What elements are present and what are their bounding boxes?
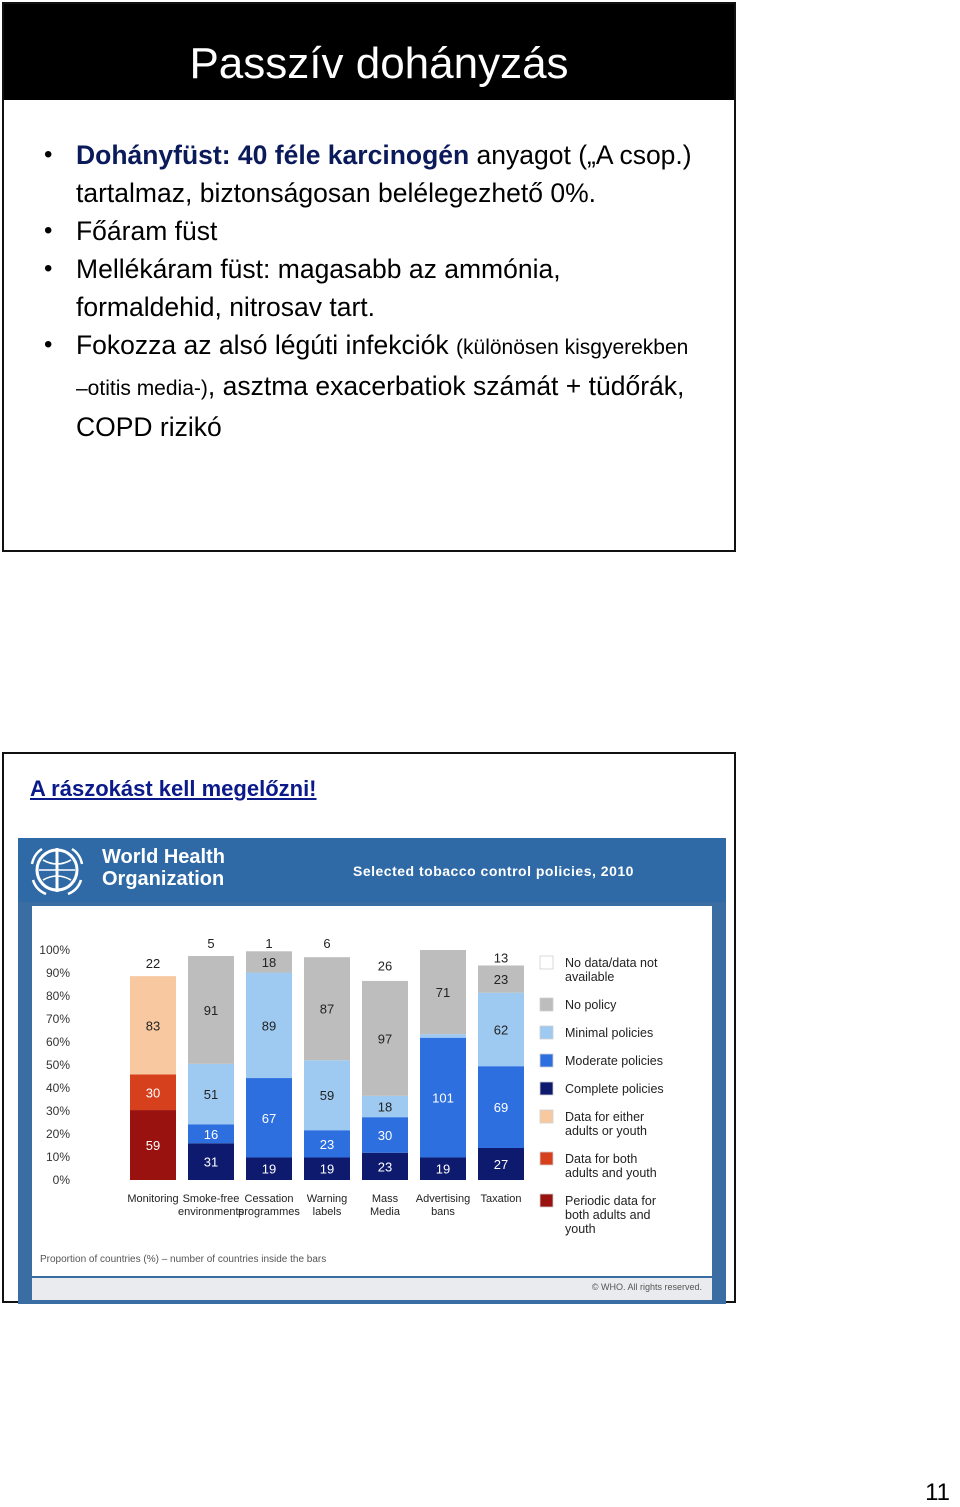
bar-value-label: 5 <box>207 936 215 951</box>
bar-value-label: 83 <box>145 1018 161 1034</box>
y-tick-label: 30% <box>45 1104 70 1118</box>
chart-panel <box>32 906 712 1276</box>
x-category-label: Media <box>370 1206 400 1218</box>
bar-value-label: 71 <box>435 985 451 1001</box>
bullet-item <box>42 326 702 446</box>
brand-line-1: World Health <box>102 846 225 868</box>
who-header <box>18 838 726 902</box>
x-category-label: environments <box>177 1206 245 1218</box>
bar-value-label: 69 <box>493 1100 509 1116</box>
legend-label: Moderate policies <box>565 1054 663 1068</box>
bar-value-label: 6 <box>323 936 331 951</box>
y-tick-label: 50% <box>45 1058 70 1072</box>
bullet-text: , asztma exacerbatiok számát + tüdőrák, COPD rizikó <box>76 371 685 442</box>
legend-swatch <box>540 1026 553 1039</box>
x-category-label: Cessation <box>244 1193 294 1205</box>
legend-label: Minimal policies <box>565 1026 654 1040</box>
bar-value-label: 18 <box>261 954 277 970</box>
bar-value-label: 19 <box>435 1161 451 1177</box>
y-tick-label: 90% <box>45 966 70 980</box>
legend-label: adults and youth <box>565 1166 657 1180</box>
legend-label: both adults and <box>565 1208 651 1222</box>
y-tick-label: 0% <box>52 1173 70 1187</box>
x-category-label: Warning <box>306 1193 348 1205</box>
bar-value-label: 31 <box>203 1154 219 1170</box>
legend-label: Complete policies <box>565 1082 664 1096</box>
bar-value-label: 51 <box>203 1087 219 1103</box>
bullet-bold-text: Dohányfüst: 40 féle karcinogén <box>76 140 470 170</box>
y-tick-label: 40% <box>45 1081 70 1095</box>
bullet-item <box>42 212 702 250</box>
legend-swatch <box>540 1082 553 1095</box>
bullet-text: anyagot („A csop.) tartalmaz, biztonságosan belélegezhető 0%. <box>76 140 692 208</box>
bar-value-label: 59 <box>319 1088 335 1104</box>
page-number: 11 <box>925 1479 950 1506</box>
bars <box>130 936 524 1180</box>
bar-value-label: 1 <box>265 936 273 951</box>
x-category-label: programmes <box>238 1206 300 1218</box>
bullet-list <box>42 136 702 446</box>
chart-note: Proportion of countries (%) – number of countries inside the bars <box>40 1254 327 1265</box>
legend-swatch <box>540 956 553 969</box>
bar-value-label: 18 <box>377 1099 393 1115</box>
slide-heading: A rászokást kell megelőzni! <box>30 776 317 801</box>
chart-footer <box>32 1278 712 1300</box>
bar-value-label: 16 <box>203 1126 219 1142</box>
x-category-label: Mass <box>371 1193 399 1205</box>
x-category-label: Monitoring <box>127 1193 179 1205</box>
legend-label: available <box>565 970 615 984</box>
bar-value-label: 22 <box>145 956 161 972</box>
y-axis <box>39 943 70 1187</box>
bullet-item <box>42 136 702 212</box>
stacked-bar-chart <box>32 906 712 1276</box>
y-tick-label: 70% <box>45 1012 70 1026</box>
brand-line-2: Organization <box>102 868 225 890</box>
bar-value-label: 23 <box>493 972 509 988</box>
bar-value-label: 59 <box>145 1138 161 1154</box>
slide-title-bar <box>4 4 734 100</box>
chart-title: Selected tobacco control policies, 2010 <box>353 863 634 879</box>
legend-swatch <box>540 1054 553 1067</box>
bullet-small-text: (különösen kisgyerekben –otitis media-) <box>76 336 689 400</box>
bullet-text: Mellékáram füst: magasabb az ammónia, formaldehid, nitrosav tart. <box>76 254 561 322</box>
x-category-label: Advertising <box>415 1193 471 1205</box>
bar-value-label: 62 <box>493 1022 509 1038</box>
legend-label: adults or youth <box>565 1124 647 1138</box>
bar-segment <box>304 950 350 957</box>
x-category-label: labels <box>312 1206 342 1218</box>
legend-swatch <box>540 1152 553 1165</box>
x-category-label: bans <box>431 1206 455 1218</box>
legend <box>540 956 664 1236</box>
who-brand <box>102 846 225 890</box>
y-tick-label: 20% <box>45 1127 70 1141</box>
bullet-text: Fokozza az alsó légúti infekciók <box>76 330 457 360</box>
legend-label: youth <box>565 1222 596 1236</box>
legend-swatch <box>540 1194 553 1207</box>
bar-value-label: 97 <box>377 1031 393 1047</box>
y-tick-label: 60% <box>45 1035 70 1049</box>
y-tick-label: 100% <box>39 943 70 957</box>
bar-value-label: 101 <box>432 1090 454 1106</box>
who-emblem-icon <box>28 842 86 898</box>
legend-swatch <box>540 998 553 1011</box>
bullet-item <box>42 250 702 326</box>
bar-value-label: 89 <box>261 1018 277 1034</box>
slide-title: Passzív dohányzás <box>189 39 569 88</box>
bullet-text: Főáram füst <box>76 216 218 246</box>
x-axis <box>127 1193 521 1218</box>
bar-value-label: 87 <box>319 1001 335 1017</box>
x-category-label: Smoke-free <box>182 1193 240 1205</box>
legend-label: Periodic data for <box>565 1194 657 1208</box>
slide-2 <box>2 752 736 1303</box>
legend-label: No data/data not <box>565 956 658 970</box>
legend-label: Data for both <box>565 1152 638 1166</box>
copyright-text: © WHO. All rights reserved. <box>591 1282 702 1292</box>
bar-value-label: 26 <box>377 958 393 974</box>
y-tick-label: 10% <box>45 1150 70 1164</box>
legend-label: Data for either <box>565 1110 645 1124</box>
bar-value-label: 19 <box>261 1161 277 1177</box>
bar-value-label: 23 <box>319 1136 335 1152</box>
slide-1 <box>2 2 736 552</box>
bar-value-label: 30 <box>377 1127 393 1143</box>
bar-value-label: 19 <box>319 1161 335 1177</box>
bar-value-label: 23 <box>377 1159 393 1175</box>
who-figure <box>18 838 726 1304</box>
bar-value-label: 91 <box>203 1002 219 1018</box>
bar-value-label: 13 <box>493 950 509 966</box>
bar-value-label: 67 <box>261 1110 277 1126</box>
legend-swatch <box>540 1110 553 1123</box>
bar-value-label: 27 <box>493 1156 509 1172</box>
legend-label: No policy <box>565 998 617 1012</box>
y-tick-label: 80% <box>45 989 70 1003</box>
bar-value-label: 30 <box>145 1085 161 1101</box>
x-category-label: Taxation <box>480 1193 522 1205</box>
